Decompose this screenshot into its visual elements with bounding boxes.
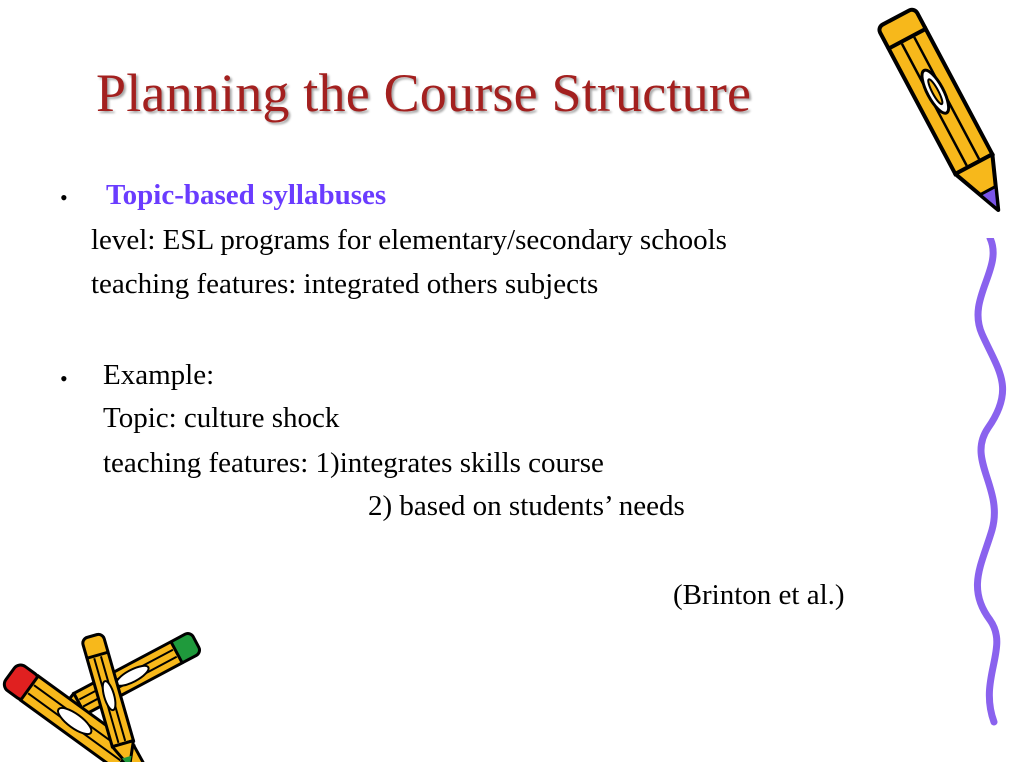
bullet-1-symbol: • (60, 185, 68, 210)
crossed-pencils-icon (0, 612, 215, 762)
bullet-2-line-3: 2) based on students’ needs (368, 490, 685, 522)
bullet-2-line-1: Topic: culture shock (103, 402, 340, 434)
pencil-icon (855, 2, 1005, 247)
bullet-1-line-2: teaching features: integrated others subjects (91, 268, 599, 300)
bullet-1-line-1: level: ESL programs for elementary/secondary schools (91, 224, 727, 256)
bullet-2-heading: Example: (103, 359, 215, 391)
slide-title: Planning the Course Structure (96, 63, 752, 123)
bullet-1-heading: Topic-based syllabuses (106, 179, 387, 211)
squiggle-line (960, 238, 1024, 728)
bullet-2-symbol: • (60, 366, 68, 391)
bullet-2-line-2: teaching features: 1)integrates skills course (103, 447, 604, 479)
citation: (Brinton et al.) (673, 579, 845, 611)
